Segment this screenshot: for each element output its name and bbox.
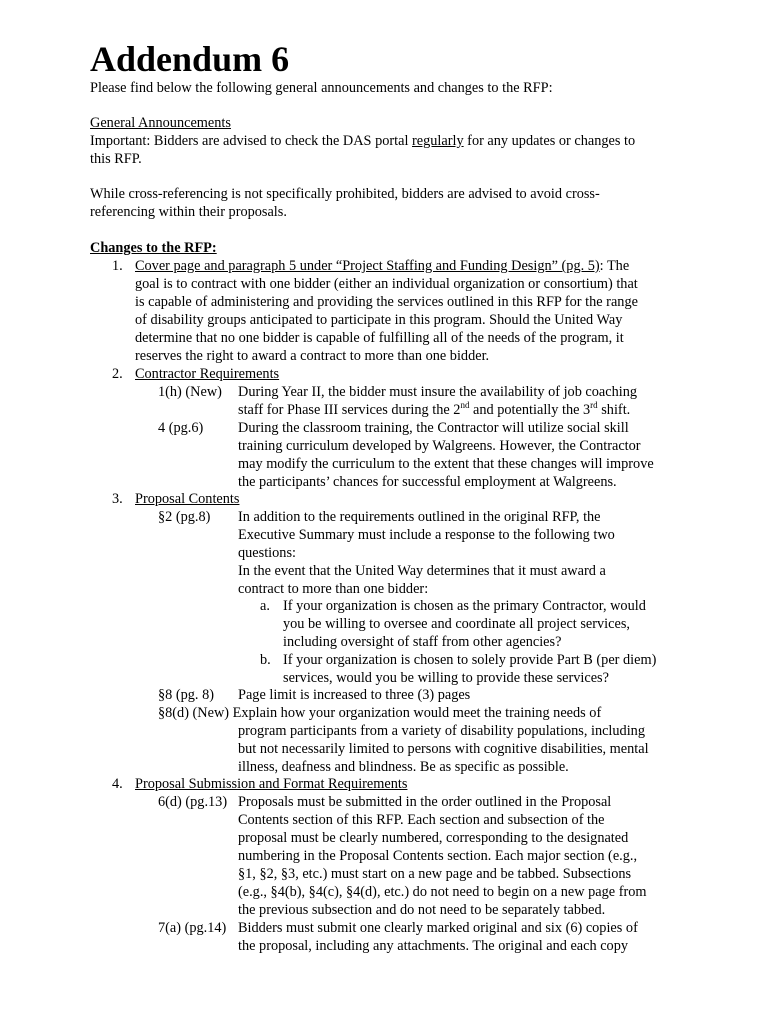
item-4a-line: the previous subsection and do not need to be separately tabbed. [238,902,606,918]
item-2a-text: and potentially the 3 [469,402,591,418]
item-1-line: reserves the right to award a contract to more than one bidder. [135,348,490,364]
question-a-line: you be willing to oversee and coordinate all project services, [283,616,630,632]
item-2a-text: staff for Phase III services during the 2 [238,402,461,418]
item-2a-superscript: nd [460,400,470,411]
item-3c-line: but not necessarily limited to persons with cognitive disabilities, mental [238,741,649,757]
question-b-line: If your organization is chosen to solely provide Part B (per diem) [283,652,657,668]
item-3b-reference: §8 (pg. 8) [158,687,214,703]
item-3a-line: Executive Summary must include a response to the following two [238,527,615,543]
item-2a-reference: 1(h) (New) [158,384,222,400]
item-2b-line: training curriculum developed by Walgreens. However, the Contractor [238,438,641,454]
item-2a-text: shift. [597,402,631,418]
item-2-number: 2. [112,366,123,382]
item-2a-superscript: rd [590,400,598,411]
general-announcements-heading: General Announcements [90,115,231,131]
question-a-line: If your organization is chosen as the primary Contractor, would [283,598,646,614]
question-b-line: services, would you be willing to provide these services? [283,670,609,686]
item-3a-line: questions: [238,545,296,561]
item-4a-line: (e.g., §4(b), §4(c), §4(d), etc.) do not need to begin on a new page from [238,884,647,900]
item-3-number: 3. [112,491,123,507]
item-3a-line: In the event that the United Way determines that it must award a [238,563,606,579]
item-3c-line: illness, deafness and blindness. Be as specific as possible. [238,759,569,775]
item-3a-reference: §2 (pg.8) [158,509,211,525]
item-1-heading [135,258,629,276]
important-regularly: regularly [412,133,464,149]
item-2a-line: During Year II, the bidder must insure the availability of job coaching [238,384,638,400]
item-1-line: determine that no one bidder is capable of fulfilling all of the needs of the program, it [135,330,624,346]
item-3-title: Proposal Contents [135,491,240,507]
item-2b-line: During the classroom training, the Contractor will utilize social skill [238,420,629,436]
item-3b-line: Page limit is increased to three (3) pages [238,687,471,703]
item-2a-line [238,402,630,420]
item-1-line: of disability groups anticipated to participate in this program. Should the United Way [135,312,623,328]
item-3c-first-line: §8(d) (New) Explain how your organization would meet the training needs of [158,705,602,721]
item-1-number: 1. [112,258,123,274]
question-a-line: including oversight of staff from other agencies? [283,634,562,650]
item-4-title: Proposal Submission and Format Requirements [135,776,408,792]
item-4b-line: Bidders must submit one clearly marked original and six (6) copies of [238,920,638,936]
changes-heading: Changes to the RFP: [90,240,217,256]
item-4a-reference: 6(d) (pg.13) [158,794,228,810]
item-2b-line: the participants’ chances for successful employment at Walgreens. [238,474,617,490]
item-2-title: Contractor Requirements [135,366,280,382]
item-1-title: Cover page and paragraph 5 under “Project Staffing and Funding Design” (pg. 5) [135,258,600,274]
item-4a-line: §1, §2, §3, etc.) must start on a new page and be tabbed. Subsections [238,866,632,882]
item-2b-line: may modify the curriculum to the extent that these changes will improve [238,456,654,472]
cross-reference-line-1: While cross-referencing is not specifically prohibited, bidders are advised to avoid cross- [90,186,600,202]
important-text-a: Important: Bidders are advised to check the DAS portal [90,133,412,149]
important-notice [90,133,635,151]
item-3c-line: program participants from a variety of disability populations, including [238,723,645,739]
item-4a-line: numbering in the Proposal Contents section. Each major section (e.g., [238,848,638,864]
item-4-number: 4. [112,776,123,792]
item-4a-line: Contents section of this RFP. Each section and subsection of the [238,812,605,828]
item-4b-reference: 7(a) (pg.14) [158,920,227,936]
item-1-line: is capable of administering and providing the services outlined in this RFP for the range [135,294,638,310]
cross-reference-line-2: referencing within their proposals. [90,204,287,220]
intro-text: Please find below the following general announcements and changes to the RFP: [90,80,553,96]
important-text-b: for any updates or changes to [463,133,636,149]
item-4a-line: Proposals must be submitted in the order outlined in the Proposal [238,794,612,810]
item-4a-line: proposal must be clearly numbered, corresponding to the designated [238,830,629,846]
item-2b-reference: 4 (pg.6) [158,420,204,436]
document-title: Addendum 6 [90,39,290,79]
question-a-label: a. [260,598,270,614]
item-1-line: goal is to contract with one bidder (either an individual organization or consortium) that [135,276,638,292]
item-4b-line: the proposal, including any attachments. The original and each copy [238,938,629,954]
question-b-label: b. [260,652,271,668]
important-notice-cont: this RFP. [90,151,142,167]
item-1-title-suffix: : The [599,258,630,274]
item-3a-line: contract to more than one bidder: [238,581,429,597]
item-3a-line: In addition to the requirements outlined in the original RFP, the [238,509,601,525]
